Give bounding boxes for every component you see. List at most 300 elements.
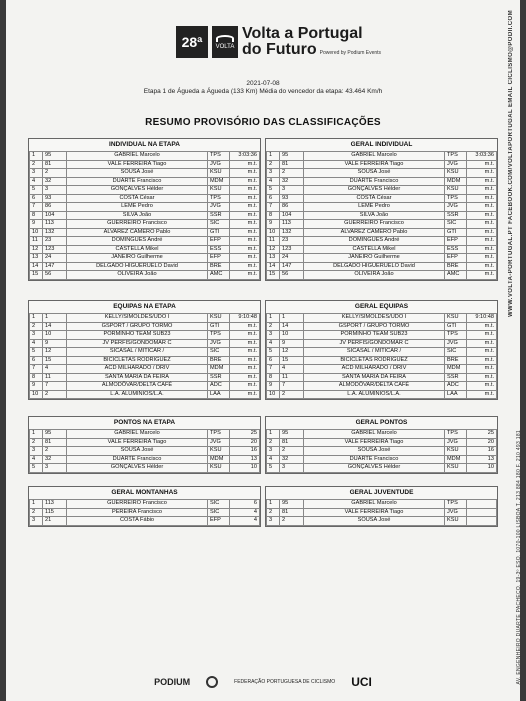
value-cell: m.t. [467,365,497,374]
table-row [267,339,497,348]
contact-sidebar: WWW.VOLTA-PORTUGAL.PT FACEBOOK.COM/VOLTAPORTUGAL EMAIL CICLISMO@PODII.COM [508,10,514,318]
team-cell: KSU [445,447,467,456]
name-cell: ACD MILHARADO / DRIV [67,365,208,374]
table-row [30,254,260,263]
table-row [267,237,497,246]
name-cell: KELLY/SIMOLDES/UDO I [304,314,445,323]
team-cell: MDM [445,455,467,464]
rank-cell: 15 [30,271,43,280]
results-table [266,151,497,280]
table-row [267,348,497,357]
bib-cell: 3 [43,186,67,195]
results-table [266,499,497,526]
team-cell: LAA [208,390,230,399]
name-cell: BICICLETAS RODRIGUEZ [304,356,445,365]
bib-cell: 32 [280,177,304,186]
rank-cell: 1 [30,314,43,323]
bib-cell: 113 [280,220,304,229]
bib-cell: 132 [43,228,67,237]
team-cell: JVG [445,160,467,169]
value-cell: 6 [230,500,260,509]
edition-badge: 28ª [176,26,208,58]
bib-cell: 3 [280,186,304,195]
value-cell: m.t. [467,271,497,280]
name-cell: GUERREIRO Francisco [67,500,208,509]
team-cell: ADC [445,382,467,391]
rank-cell: 7 [30,365,43,374]
rank-cell: 1 [30,430,43,439]
value-cell: m.t. [230,194,260,203]
bib-cell: 2 [280,390,304,399]
rank-cell: 1 [30,152,43,161]
name-cell: DELGADO HIGUERUELO David [304,262,445,271]
bib-cell: 81 [43,160,67,169]
team-cell: SIC [208,500,230,509]
table-row [30,365,260,374]
bib-cell: 132 [280,228,304,237]
table-row [267,500,497,509]
rank-cell: 5 [30,464,43,473]
value-cell: 9:10:48 [230,314,260,323]
panel-geral-juventude [265,486,498,527]
bib-cell: 56 [43,271,67,280]
table-row [267,517,497,526]
rank-cell: 2 [30,160,43,169]
name-cell: SICASAL / MITICAR / [67,348,208,357]
table-row [267,194,497,203]
team-cell: JVG [208,438,230,447]
bib-cell: 123 [43,245,67,254]
results-table [266,313,497,399]
team-cell: ESS [208,245,230,254]
bib-cell: 2 [43,390,67,399]
value-cell: m.t. [467,160,497,169]
team-cell: JVG [445,508,467,517]
rank-cell: 3 [267,331,280,340]
table-row [267,271,497,280]
team-cell: MDM [445,365,467,374]
team-cell: TPS [208,152,230,161]
value-cell: 4 [230,508,260,517]
bib-cell: 95 [280,152,304,161]
rank-cell: 13 [30,254,43,263]
name-cell: SICASAL / MITICAR / [304,348,445,357]
value-cell: 13 [230,455,260,464]
rank-cell: 5 [267,348,280,357]
bib-cell: 104 [43,211,67,220]
bib-cell: 95 [43,430,67,439]
name-cell: SOUSA José [67,169,208,178]
table-row [267,430,497,439]
rank-cell: 1 [267,500,280,509]
table-row [267,152,497,161]
team-cell: EFP [208,517,230,526]
value-cell: 16 [230,447,260,456]
table-row [267,508,497,517]
rank-cell: 4 [30,339,43,348]
bib-cell: 10 [43,331,67,340]
team-cell: JVG [208,339,230,348]
team-cell: JVG [208,203,230,212]
team-cell: KSU [445,464,467,473]
volta-mark-icon: VOLTA [212,26,238,58]
name-cell: GONÇALVES Hélder [304,186,445,195]
name-cell: COSTA Fábio [67,517,208,526]
report-date: 2021-07-08 [246,80,280,87]
rank-cell: 1 [267,430,280,439]
table-row [267,322,497,331]
event-title-line1: Volta a Portugal [242,25,363,42]
team-cell: KSU [445,517,467,526]
value-cell: m.t. [230,365,260,374]
name-cell: CASTELLA Mikel [304,245,445,254]
table-row [30,339,260,348]
team-cell: KSU [208,169,230,178]
rank-cell: 6 [267,356,280,365]
value-cell: m.t. [230,228,260,237]
value-cell [467,508,497,517]
rank-cell: 3 [30,447,43,456]
bib-cell: 15 [43,356,67,365]
panel-title: GERAL PONTOS [355,419,408,426]
bib-cell: 2 [280,169,304,178]
rank-cell: 3 [267,447,280,456]
team-cell: KSU [445,314,467,323]
bib-cell: 4 [280,365,304,374]
team-cell: MDM [445,177,467,186]
table-row [267,356,497,365]
panel-title: GERAL MONTANHAS [111,489,178,496]
team-cell: KSU [445,169,467,178]
table-row [267,220,497,229]
table-row [267,262,497,271]
team-cell: TPS [445,331,467,340]
table-row [30,228,260,237]
name-cell: JANEIRO Guilherme [304,254,445,263]
team-cell: TPS [208,194,230,203]
name-cell: GSPORT / GRUPO TORMO [67,322,208,331]
name-cell: GONÇALVES Hélder [67,464,208,473]
bib-cell: 7 [43,382,67,391]
table-row [30,464,260,473]
value-cell: 16 [467,447,497,456]
team-cell: LAA [445,390,467,399]
rank-cell: 1 [267,314,280,323]
name-cell: L.A. ALUMINIOS/L.A. [304,390,445,399]
table-row [267,447,497,456]
table-row [267,211,497,220]
table-row [267,390,497,399]
value-cell: m.t. [230,356,260,365]
name-cell: VALE FERREIRA Tiago [67,160,208,169]
name-cell: ALMODÔVAR/DELTA CAFÉ [304,382,445,391]
value-cell: 9:10:48 [467,314,497,323]
rank-cell: 2 [30,438,43,447]
table-row [267,455,497,464]
table-row [30,390,260,399]
bib-cell: 10 [280,331,304,340]
table-row [267,228,497,237]
team-cell: SIC [208,508,230,517]
bib-cell: 95 [280,430,304,439]
table-row [267,169,497,178]
name-cell: DUARTE Francisco [67,177,208,186]
value-cell: m.t. [230,373,260,382]
bib-cell: 86 [280,203,304,212]
bib-cell: 56 [280,271,304,280]
bib-cell: 81 [280,438,304,447]
name-cell: DUARTE Francisco [304,455,445,464]
panel-title: GERAL JUVENTUDE [349,489,414,496]
bib-cell: 24 [43,254,67,263]
rank-cell: 7 [30,203,43,212]
name-cell: SOUSA José [304,447,445,456]
bib-cell: 32 [280,455,304,464]
table-row [267,382,497,391]
table-row [30,160,260,169]
name-cell: COSTA César [304,194,445,203]
team-cell: SSR [208,373,230,382]
results-sheet [6,0,520,701]
bib-cell: 12 [280,348,304,357]
team-cell: TPS [445,194,467,203]
team-cell: SIC [445,348,467,357]
value-cell [467,517,497,526]
name-cell: VALE FERREIRA Tiago [304,160,445,169]
team-cell: ADC [208,382,230,391]
rank-cell: 2 [267,322,280,331]
name-cell: ALVAREZ CAMERO Pablo [67,228,208,237]
bib-cell: 104 [280,211,304,220]
table-row [30,508,260,517]
team-cell: MDM [208,177,230,186]
table-row [267,177,497,186]
team-cell: TPS [208,331,230,340]
name-cell: JV PERFIS/GONDOMAR C [304,339,445,348]
bib-cell: 81 [43,438,67,447]
team-cell: KSU [208,314,230,323]
table-row [30,438,260,447]
value-cell: m.t. [230,186,260,195]
name-cell: CASTELLA Mikel [67,245,208,254]
name-cell: VALE FERREIRA Tiago [304,438,445,447]
name-cell: GUERREIRO Francisco [67,220,208,229]
value-cell: 10 [467,464,497,473]
name-cell: JANEIRO Guilherme [67,254,208,263]
rank-cell: 4 [30,177,43,186]
value-cell: m.t. [467,220,497,229]
results-table [29,151,260,280]
rank-cell: 15 [267,271,280,280]
rank-cell: 3 [30,517,43,526]
value-cell: m.t. [230,322,260,331]
table-row [30,237,260,246]
bib-cell: 2 [280,517,304,526]
rank-cell: 8 [267,211,280,220]
value-cell: 20 [230,438,260,447]
table-row [30,314,260,323]
name-cell: GONÇALVES Hélder [304,464,445,473]
uci-logo: UCI [351,675,372,689]
bib-cell: 3 [43,464,67,473]
table-row [267,186,497,195]
name-cell: OLIVEIRA João [304,271,445,280]
value-cell: 10 [230,464,260,473]
table-row [267,438,497,447]
name-cell: GABRIEL Marcelo [67,430,208,439]
value-cell: m.t. [467,203,497,212]
name-cell: GABRIEL Marcelo [304,430,445,439]
name-cell: PEREIRA Francisco [67,508,208,517]
panel-title: EQUIPAS NA ETAPA [113,303,176,310]
bib-cell: 147 [43,262,67,271]
team-cell: KSU [208,447,230,456]
rank-cell: 2 [267,508,280,517]
name-cell: ACD MILHARADO / DRIV [304,365,445,374]
value-cell: m.t. [230,390,260,399]
value-cell: m.t. [467,211,497,220]
value-cell: m.t. [467,339,497,348]
rank-cell: 3 [30,331,43,340]
rank-cell: 12 [30,245,43,254]
rank-cell: 8 [30,373,43,382]
team-cell: SSR [208,211,230,220]
team-cell: BRE [445,356,467,365]
table-row [267,254,497,263]
bib-cell: 123 [280,245,304,254]
team-cell: GTI [445,322,467,331]
rank-cell: 11 [267,237,280,246]
value-cell: m.t. [230,169,260,178]
fpc-emblem-icon [206,676,218,688]
address-sidebar: AV. ENGENHEIRO DUARTE PACHECO, 19-3º ESQ. 1070-100 LISBOA T. 213 884 180 F. 210 493 181 [516,430,522,685]
team-cell: KSU [445,186,467,195]
team-cell: KSU [208,186,230,195]
team-cell: SIC [208,348,230,357]
value-cell: m.t. [467,177,497,186]
rank-cell: 3 [267,169,280,178]
panel-geral-equipas [265,300,498,400]
page-title: RESUMO PROVISÓRIO DAS CLASSIFICAÇÕES [145,117,381,128]
table-row [30,152,260,161]
name-cell: GABRIEL Marcelo [67,152,208,161]
value-cell: m.t. [467,228,497,237]
name-cell: SOUSA José [67,447,208,456]
team-cell: GTI [208,322,230,331]
team-cell: TPS [208,430,230,439]
bib-cell: 7 [280,382,304,391]
team-cell: TPS [445,430,467,439]
value-cell: 4 [230,517,260,526]
results-table [29,429,260,473]
name-cell: SOUSA José [304,169,445,178]
panel-title: PONTOS NA ETAPA [113,419,176,426]
value-cell: m.t. [467,186,497,195]
table-row [267,203,497,212]
team-cell: SSR [445,211,467,220]
bib-cell: 9 [43,339,67,348]
table-row [30,430,260,439]
rank-cell: 10 [267,228,280,237]
name-cell: SANTA MARIA DA FEIRA [304,373,445,382]
name-cell: GSPORT / GRUPO TORMO [304,322,445,331]
bib-cell: 81 [280,508,304,517]
bib-cell: 14 [280,322,304,331]
rank-cell: 10 [267,390,280,399]
bib-cell: 23 [280,237,304,246]
name-cell: OLIVEIRA João [67,271,208,280]
table-row [267,331,497,340]
name-cell: LEME Pedro [304,203,445,212]
name-cell: PORMINHO TEAM SUB23 [67,331,208,340]
table-row [30,211,260,220]
table-row [30,186,260,195]
bib-cell: 95 [280,500,304,509]
rank-cell: 4 [267,455,280,464]
team-cell: EFP [445,254,467,263]
rank-cell: 13 [267,254,280,263]
bib-cell: 113 [43,500,67,509]
value-cell: m.t. [230,382,260,391]
stage-info: Etapa 1 de Águeda a Águeda (133 Km) Média do vencedor da etapa: 43.464 Km/h [143,88,383,95]
value-cell: 3:03:36 [467,152,497,161]
bib-cell: 2 [280,447,304,456]
value-cell: m.t. [230,271,260,280]
panel-geral-pontos [265,416,498,474]
name-cell: DUARTE Francisco [67,455,208,464]
panel-title: GERAL EQUIPAS [354,303,409,310]
value-cell: m.t. [230,348,260,357]
rank-cell: 5 [30,186,43,195]
name-cell: DOMINGUES André [304,237,445,246]
rank-cell: 8 [30,211,43,220]
value-cell: m.t. [467,382,497,391]
rank-cell: 10 [30,228,43,237]
table-row [30,169,260,178]
name-cell: GABRIEL Marcelo [304,500,445,509]
table-row [30,455,260,464]
name-cell: LEME Pedro [67,203,208,212]
sponsor-footer [6,675,520,689]
value-cell: m.t. [467,356,497,365]
name-cell: SILVA João [304,211,445,220]
value-cell: m.t. [467,390,497,399]
rank-cell: 2 [30,322,43,331]
rank-cell: 7 [267,203,280,212]
rank-cell: 2 [267,438,280,447]
rank-cell: 8 [267,373,280,382]
rank-cell: 2 [267,160,280,169]
name-cell: KELLY/SIMOLDES/UDO I [67,314,208,323]
name-cell: SILVA João [67,211,208,220]
table-row [267,365,497,374]
value-cell: 25 [230,430,260,439]
bib-cell: 24 [280,254,304,263]
name-cell: L.A. ALUMINIOS/L.A. [67,390,208,399]
team-cell: MDM [208,455,230,464]
table-row [30,322,260,331]
table-row [267,314,497,323]
value-cell: m.t. [230,211,260,220]
panel-geral-montanhas [28,486,261,527]
fpc-logo: FEDERAÇÃO PORTUGUESA DE CICLISMO [234,679,336,685]
table-row [267,373,497,382]
team-cell: TPS [445,152,467,161]
name-cell: COSTA César [67,194,208,203]
team-cell: JVG [445,438,467,447]
value-cell: m.t. [467,194,497,203]
table-row [30,220,260,229]
